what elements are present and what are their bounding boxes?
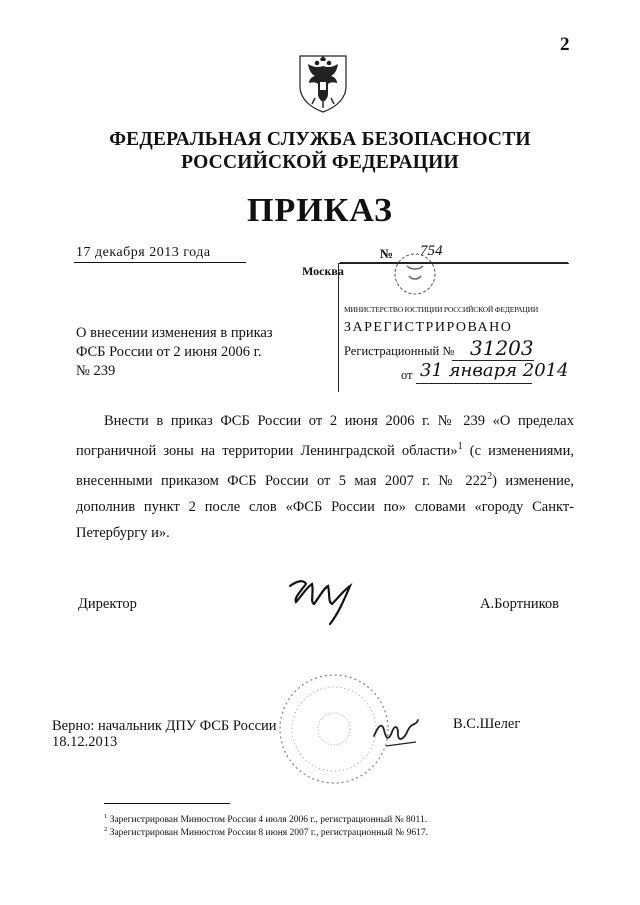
footnote-ref-1: 1 [457,441,463,452]
order-body-text [76,408,574,546]
certifier-signature [368,712,426,752]
footnote-1-number: 1 [104,813,108,820]
registration-date-underline [416,383,532,384]
footnote-1-text: Зарегистрирован Минюстом России 4 июля 2006 г., регистрационный № 8011. [107,815,428,826]
page-number: 2 [560,34,570,55]
registration-number-label: Регистрационный № [344,344,455,358]
registration-number: 31203 [470,336,534,360]
subject-line3: № 239 [76,363,116,379]
date-underline [74,262,246,263]
director-name: А.Бортников [480,596,559,612]
document-type-title: ПРИКАЗ [247,192,393,229]
footnote-separator [104,803,230,804]
order-date: 17 декабря 2013 года [76,245,211,260]
subject-line1: О внесении изменения в приказ [76,325,273,341]
footnote-ref-2: 2 [487,470,493,482]
director-title: Директор [78,596,137,612]
director-signature [284,572,356,628]
body-part2: (с изменениями, внесенными приказом ФСБ России от 5 мая 2007 г. № 222 [76,442,574,489]
agency-name-line1: ФЕДЕРАЛЬНАЯ СЛУЖБА БЕЗОПАСНОСТИ [109,129,531,150]
body-part3: ) изменение, дополнив пункт 2 после слов «ФСБ России по» словами «городу Санкт-Петербургу и». [76,472,574,541]
certification-date: 18.12.2013 [52,734,118,750]
order-number: 754 [420,243,443,259]
order-number-underline [340,262,568,263]
registration-date: 31 января 2014 [420,360,569,381]
footnote-2-text: Зарегистрирован Минюстом России 8 июня 2007 г., регистрационный № 9617. [107,828,428,839]
agency-name-line2: РОССИЙСКОЙ ФЕДЕРАЦИИ [181,152,459,173]
registered-label: ЗАРЕГИСТРИРОВАНО [344,320,513,335]
ministry-of-justice-label: МИНИСТЕРСТВО ЮСТИЦИИ РОССИЙСКОЙ ФЕДЕРАЦИИ [344,305,539,314]
certifier-name: В.С.Шелег [453,716,521,732]
city-label: Москва [302,264,344,278]
footnote-1 [104,813,427,825]
order-number-label: № [380,246,394,261]
subject-line2: ФСБ России от 2 июня 2006 г. [76,344,262,360]
footnote-2 [104,826,428,838]
certification-line: Верно: начальник ДПУ ФСБ России [52,718,277,734]
registration-date-label: от [401,368,413,382]
footnote-2-number: 2 [104,826,108,833]
order-subject [76,324,273,381]
body-part1: Внести в приказ ФСБ России от 2 июня 2006 г. № 239 «О пределах пограничной зоны на территории Ленинградской области» [76,413,574,459]
coat-of-arms-emblem [296,52,350,114]
